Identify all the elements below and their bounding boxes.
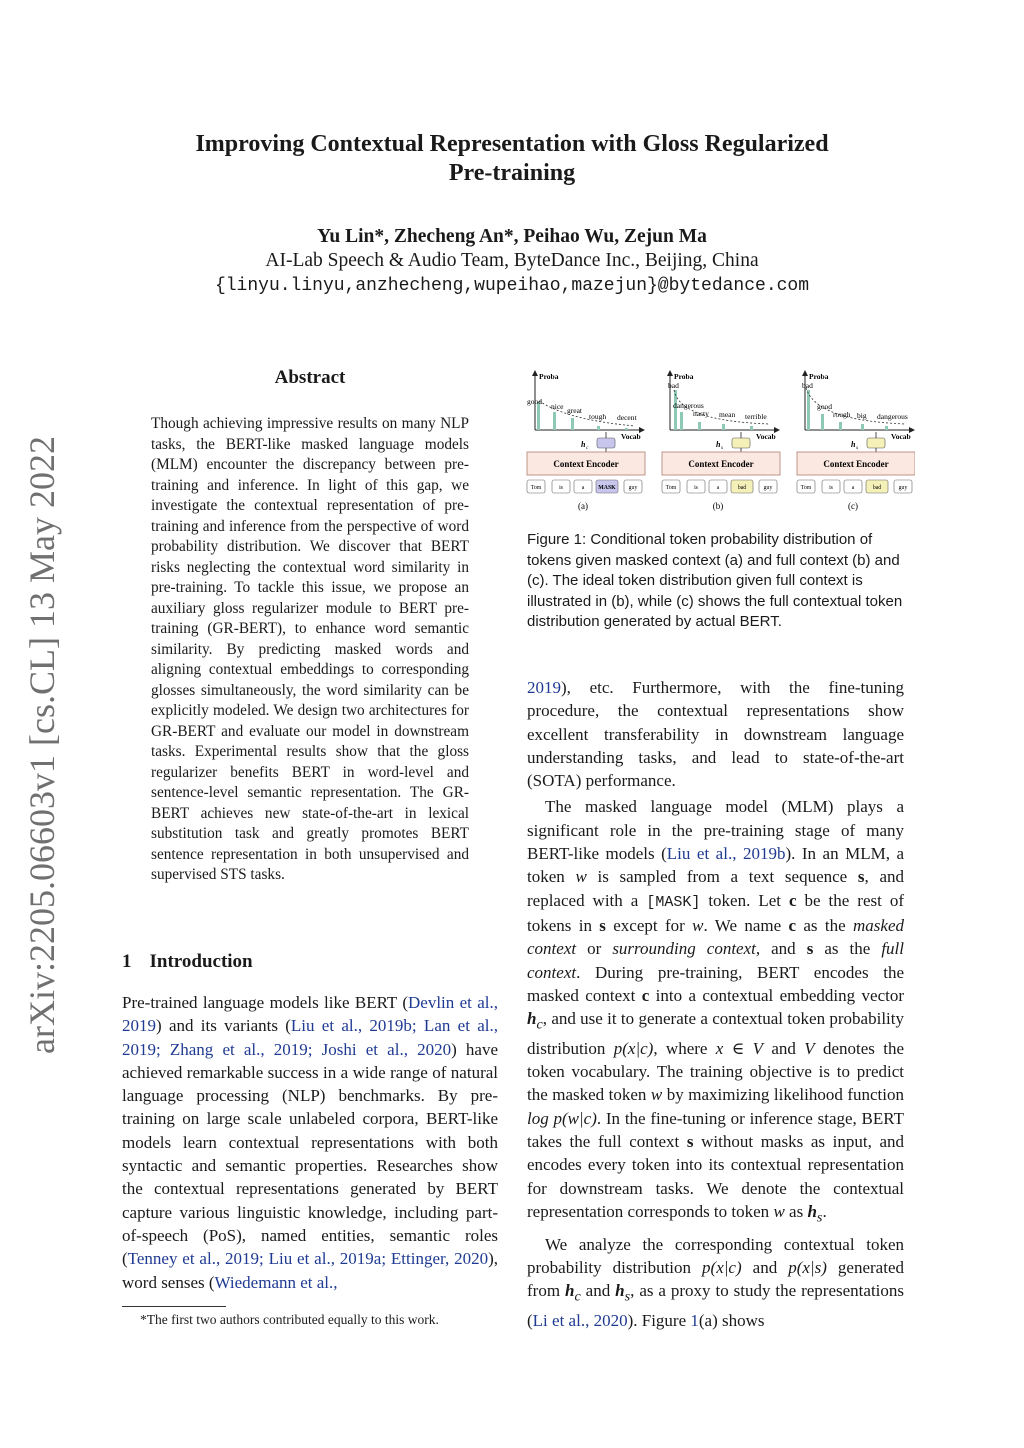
section-heading-introduction xyxy=(122,951,253,973)
token-word-label: good xyxy=(527,397,542,406)
math-var: s xyxy=(857,867,865,887)
token-word-label: dangerous xyxy=(673,401,704,410)
emphasis: surrounding context xyxy=(612,939,756,959)
hidden-vector-label: h xyxy=(716,440,721,449)
text-run: ). In an MLM, a token xyxy=(527,844,904,887)
token-word-label: terrible xyxy=(745,412,767,421)
probability-bar xyxy=(537,402,540,430)
figure-panel xyxy=(527,370,645,511)
section-title: Introduction xyxy=(149,951,253,972)
text-run: , where xyxy=(653,1038,716,1058)
text-run: . xyxy=(822,1201,827,1221)
input-token-label: Tom xyxy=(800,485,812,491)
math-var: h xyxy=(527,1009,537,1029)
footnote-divider xyxy=(122,1306,226,1307)
token-word-label: mean xyxy=(719,410,736,419)
text-run: into a contextual embedding vector xyxy=(649,985,904,1005)
text-run: , and xyxy=(755,939,807,959)
figure-panel xyxy=(662,370,780,511)
input-token-label: guy xyxy=(898,485,908,491)
text-run: denotes the token vocabulary. The training objective is to predict the masked token xyxy=(527,1038,905,1105)
panel-label: (c) xyxy=(848,501,858,511)
math-expr: p(x|s) xyxy=(788,1257,827,1277)
input-token-label: bad xyxy=(737,485,747,491)
citation-link[interactable]: Tenney et al., 2019; Liu et al., 2019a; Ettinger, 2020 xyxy=(127,1249,489,1269)
math-var: s xyxy=(806,939,814,959)
math-expr: log p(w|c) xyxy=(527,1108,597,1128)
text-run: except for xyxy=(605,915,693,935)
text-run: without masks as input, and encodes every token into its contextual representation for downstream tasks. We denote the contextual representation corresponds to token xyxy=(527,1132,905,1221)
text-run: ). Figure xyxy=(627,1310,691,1330)
context-encoder-label: Context Encoder xyxy=(823,459,889,469)
axis-label-vocab: Vocab xyxy=(621,432,641,441)
token-word-label: tough xyxy=(589,412,607,421)
math-expr: p(x|c) xyxy=(613,1038,654,1058)
math-subscript: s xyxy=(816,1209,823,1226)
text-run: , as a proxy to study the representations ( xyxy=(527,1281,905,1330)
input-token-label: a xyxy=(581,485,585,491)
title-line-2: Pre-training xyxy=(448,160,576,186)
token-word-label: great xyxy=(567,406,582,415)
input-token-label: is xyxy=(829,485,833,491)
math-var: w xyxy=(575,867,587,887)
text-run: and xyxy=(763,1038,805,1058)
probability-bar xyxy=(698,422,701,430)
input-token-label: MASK xyxy=(598,485,616,491)
math-var: V xyxy=(804,1038,815,1058)
probability-bar xyxy=(553,412,556,430)
paragraph xyxy=(527,795,904,1229)
token-word-label: nasty xyxy=(693,409,709,418)
probability-bar xyxy=(722,424,725,430)
math-var: h xyxy=(564,1281,575,1301)
hidden-vector-subscript: s xyxy=(721,445,724,451)
citation-link[interactable]: 2019 xyxy=(527,678,561,697)
text-run: be the rest of tokens in xyxy=(527,890,904,935)
paragraph xyxy=(527,1233,904,1333)
text-run: . During pre-training, BERT encodes the masked context xyxy=(527,962,904,1005)
math-expr: x ∈ V xyxy=(715,1038,763,1058)
mask-token: [MASK] xyxy=(646,893,701,911)
math-var: h xyxy=(807,1201,817,1221)
figure-reference-link[interactable]: 1 xyxy=(690,1310,699,1330)
math-subscript: c xyxy=(536,1016,543,1033)
abstract-heading: Abstract xyxy=(274,367,346,388)
y-axis-arrow xyxy=(667,370,673,376)
panel-label: (b) xyxy=(712,501,724,511)
math-var: s xyxy=(599,915,606,935)
panel-label: (a) xyxy=(578,501,588,511)
math-subscript: s xyxy=(624,1288,631,1305)
axis-label-vocab: Vocab xyxy=(756,432,776,441)
probability-bar xyxy=(861,424,864,430)
token-word-label: decent xyxy=(617,413,637,422)
token-word-label: rough xyxy=(833,410,851,419)
input-token-label: a xyxy=(851,485,855,491)
footnote: *The first two authors contributed equally to this work. xyxy=(140,1312,439,1327)
probability-bar xyxy=(674,390,677,430)
right-column-text xyxy=(527,676,904,1332)
math-var: c xyxy=(788,890,797,910)
affiliation: AI-Lab Speech & Audio Team, ByteDance Inc., Beijing, China xyxy=(265,250,759,271)
math-expr: p(x|c) xyxy=(702,1257,742,1277)
hidden-vector-label: h xyxy=(581,440,586,449)
axis-label-proba: Proba xyxy=(539,372,559,381)
author-list: Yu Lin*, Zhecheng An*, Peihao Wu, Zejun Ma xyxy=(317,226,707,247)
math-var: h xyxy=(615,1281,625,1301)
token-word-label: dangerous xyxy=(877,412,908,421)
probability-bar xyxy=(680,412,683,430)
text-run: . In the fine-tuning or inference stage, BERT takes the full context xyxy=(527,1108,904,1152)
hidden-vector-subscript: s xyxy=(856,445,859,451)
citation-link[interactable]: Devlin et al., 2019 xyxy=(122,993,498,1036)
title-line-1: Improving Contextual Representation with Gloss Regularized xyxy=(195,131,829,157)
probability-bar xyxy=(571,418,574,430)
text-run: as the xyxy=(796,915,854,935)
text-run: generated from xyxy=(527,1257,904,1301)
figure-1 xyxy=(525,366,915,516)
input-token-label: bad xyxy=(872,485,882,491)
text-run: Pre-trained language models like BERT ( xyxy=(122,993,408,1012)
probability-bar xyxy=(597,426,600,430)
input-token-label: Tom xyxy=(665,485,677,491)
hidden-vector-box xyxy=(597,438,615,448)
emphasis: full context xyxy=(527,939,904,982)
math-var: w xyxy=(650,1085,663,1105)
citation-link[interactable]: Wiedemann et al., xyxy=(214,1272,338,1292)
probability-bar xyxy=(839,422,842,430)
text-run: , and replaced with a xyxy=(527,867,905,910)
section-number: 1 xyxy=(122,951,132,972)
text-run: token. Let xyxy=(700,890,789,910)
input-token-label: is xyxy=(559,485,563,491)
text-run: and xyxy=(580,1281,616,1301)
intro-paragraph xyxy=(122,991,498,1294)
text-run: as the xyxy=(813,939,882,959)
token-word-label: nice xyxy=(551,402,564,411)
probability-bar xyxy=(885,426,888,430)
text-run: by maximizing likelihood function xyxy=(662,1085,904,1105)
context-encoder-label: Context Encoder xyxy=(688,459,754,469)
axis-label-vocab: Vocab xyxy=(891,432,911,441)
hidden-vector-subscript: c xyxy=(586,445,589,451)
text-run: ) have achieved remarkable success in a wide range of natural language processing (NLP) benchmarks. By pre-training on large scale unlabeled corpora, BERT-like models learn contextual representations with both syntactic and semantic properties. Researches show the contextual representations generated by BERT capture various linguistic knowledge, including part-of-speech (PoS), named entities, semantic roles ( xyxy=(122,1039,498,1269)
input-token-label: guy xyxy=(628,485,638,491)
math-var: w xyxy=(692,915,704,935)
text-run: ), etc. Furthermore, with the fine-tuning procedure, the contextual representations show excellent transferability in downstream language understanding tasks, and lead to state-of-the-art (SOTA) performance. xyxy=(527,678,904,791)
context-encoder-label: Context Encoder xyxy=(553,459,619,469)
text-run: as xyxy=(784,1201,808,1221)
math-subscript: c xyxy=(574,1288,581,1305)
text-run: We analyze the corresponding contextual token probability distribution xyxy=(527,1234,904,1277)
author-emails: {linyu.linyu,anzhecheng,wupeihao,mazejun}@bytedance.com xyxy=(214,276,810,296)
citation-link[interactable]: Liu et al., 2019b; Lan et al., 2019; Zhang et al., 2019; Joshi et al., 2020 xyxy=(122,1016,498,1059)
math-var: s xyxy=(686,1132,694,1152)
math-var: c xyxy=(641,985,650,1005)
y-axis-arrow xyxy=(532,370,538,376)
hidden-vector-box xyxy=(732,438,750,448)
input-token-label: is xyxy=(694,485,698,491)
hidden-vector-label: h xyxy=(851,440,856,449)
text-run: (a) shows xyxy=(698,1310,765,1330)
input-token-label: Tom xyxy=(530,485,542,491)
citation-link[interactable]: Li et al., 2020 xyxy=(532,1310,628,1330)
figure-caption: Figure 1: Conditional token probability distribution of tokens given masked context (a) and full context (b) and (c). The ideal token distribution given full context is illustrated in (b), while (c) shows the full contextual token distribution generated by actual BERT. xyxy=(527,531,903,630)
figure-panel xyxy=(797,370,915,511)
paragraph xyxy=(527,676,904,792)
token-word-label: good xyxy=(817,402,832,411)
math-var: c xyxy=(788,915,797,935)
text-run: The masked language model (MLM) plays a significant role in the pre-training stage of many BERT-like models ( xyxy=(527,797,904,864)
text-run: and xyxy=(741,1257,789,1277)
axis-label-proba: Proba xyxy=(674,372,694,381)
citation-link[interactable]: Liu et al., 2019b xyxy=(666,844,786,864)
text-run: ) and its variants ( xyxy=(156,1016,291,1036)
token-word-label: big xyxy=(857,411,867,420)
hidden-vector-box xyxy=(867,438,885,448)
axis-label-proba: Proba xyxy=(809,372,829,381)
probability-bar xyxy=(750,426,753,430)
arxiv-identifier[interactable]: arXiv:2205.06603v1 [cs.CL] 13 May 2022 xyxy=(22,436,62,1054)
token-word-label: bad xyxy=(802,381,813,390)
text-run: . We name xyxy=(703,915,789,935)
probability-bar xyxy=(821,414,824,430)
probability-bar xyxy=(625,428,628,430)
text-run: ), word senses ( xyxy=(122,1249,498,1292)
input-token-label: guy xyxy=(763,485,773,491)
y-axis-arrow xyxy=(802,370,808,376)
token-word-label: bad xyxy=(668,381,679,390)
text-run: is sampled from a text sequence xyxy=(586,867,858,887)
paper-title xyxy=(0,130,1024,188)
abstract-text: Though achieving impressive results on many NLP tasks, the BERT-like masked language models (MLM) encounter the discrepancy between pre-training and inference. In light of this gap, we investigate the contextual representation of pre-training and inference from the perspective of word probability distribution. We discover that BERT risks neglecting the contextual word similarity in pre-training. To tackle this issue, we propose an auxiliary gloss regularizer module to BERT pre-training (GR-BERT), to enhance word semantic similarity. By predicting masked words and aligning contextual embeddings to corresponding glosses simultaneously, the word similarity can be explicitly modeled. We design two architectures for GR-BERT and evaluate our model in downstream tasks. Experimental results show that the gloss regularizer benefits BERT in word-level and sentence-level semantic representation. The GR-BERT achieves new state-of-the-art in lexical substitution task and greatly promotes BERT sentence representation in both unsupervised and supervised STS tasks. xyxy=(151,415,469,883)
math-var: w xyxy=(773,1201,785,1221)
emphasis: masked context xyxy=(527,915,904,959)
text-run: , and use it to generate a contextual token probability distribution xyxy=(527,1009,904,1058)
text-run: or xyxy=(576,939,613,959)
input-token-label: a xyxy=(716,485,720,491)
